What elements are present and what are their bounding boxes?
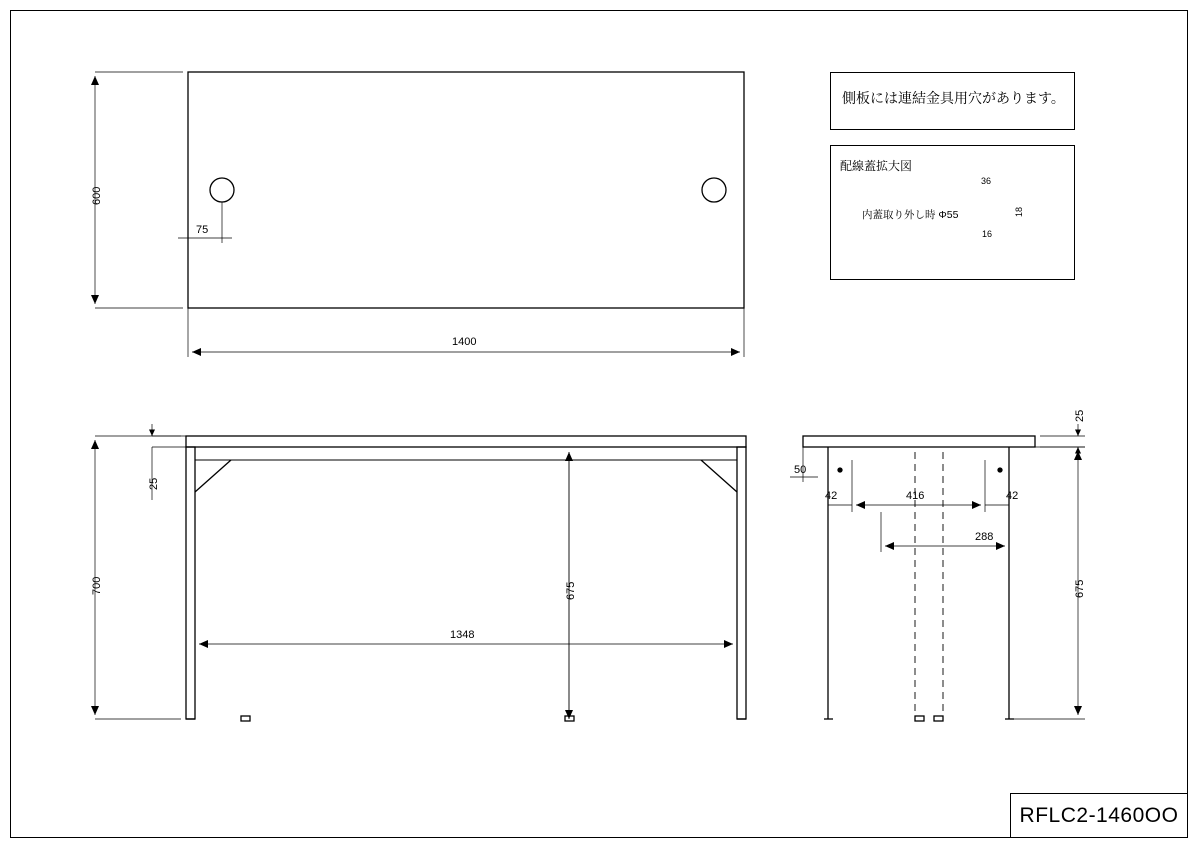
dim-side-left-offset: 42: [825, 490, 838, 502]
dim-top-hole-offset: 75: [196, 224, 209, 236]
part-number: RFLC2-1460OO: [1019, 803, 1179, 827]
detail-dim-inner-width: 16: [982, 229, 993, 239]
dim-front-inner-width: 1348: [450, 629, 475, 641]
detail-title: 配線蓋拡大図: [840, 159, 913, 173]
dim-front-leg-inner-height: 675: [565, 581, 577, 600]
dim-side-right-offset: 42: [1006, 490, 1019, 502]
side-panel-note-text: 側板には連結金具用穴があります。: [842, 90, 1065, 106]
dim-side-top-thickness: 25: [1074, 409, 1086, 422]
title-block: [1010, 793, 1188, 838]
dim-side-center-span: 416: [906, 490, 925, 502]
dim-side-lower-span: 288: [975, 531, 994, 543]
dim-side-leg-height: 675: [1074, 579, 1086, 598]
detail-dim-height: 18: [1014, 206, 1024, 217]
detail-inner-lid-note: 内蓋取り外し時 Φ55: [862, 209, 959, 221]
dim-top-width: 1400: [452, 336, 477, 348]
dim-top-depth: 600: [91, 186, 103, 205]
dim-front-height: 700: [91, 576, 103, 595]
dim-front-top-thickness: 25: [148, 477, 160, 490]
dim-side-overhang: 50: [794, 464, 807, 476]
detail-dim-outer-width: 36: [981, 176, 992, 186]
